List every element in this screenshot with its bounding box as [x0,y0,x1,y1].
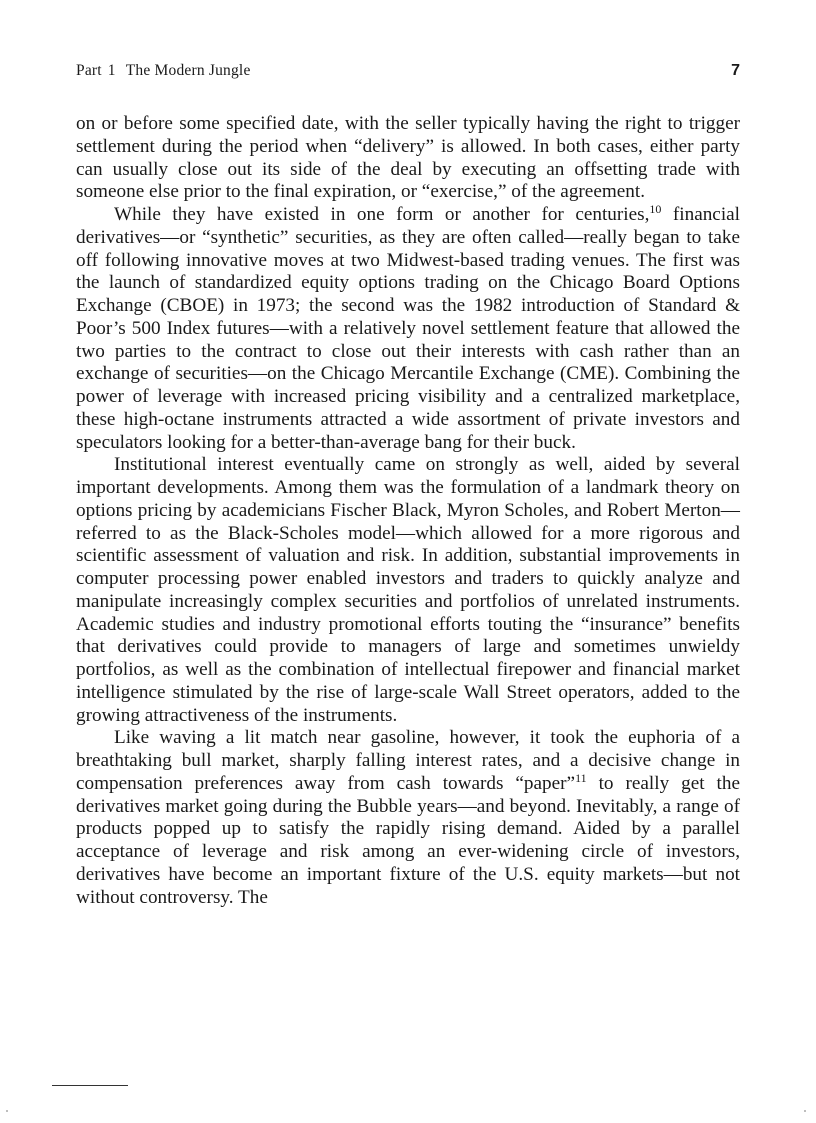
paragraph-4-text-b: to really get the derivatives market going during the Bubble years—and beyond. Inevitably, a range of products popped up to satisfy the rapidly rising demand. Aided by a parallel acceptance of leverage and risk among an ever-widening circle of investors, derivatives have become an important fixture of the U.S. equity markets—but not without controversy. The [76,772,740,908]
footnote-ref-10[interactable]: 10 [649,202,662,216]
running-head [76,60,740,82]
chapter-title: The Modern Jungle [125,62,251,79]
part-label: Part [76,62,102,79]
scan-speck [804,1110,806,1112]
footnote-ref-11[interactable]: 11 [575,770,587,785]
paragraph-1: on or before some specified date, with the seller typically having the right to trigger settlement during the period when “delivery” is allowed. In both cases, either party can usually close out its side of the deal by executing an offsetting trade with someone else prior to the final expiration, or “exercise,” of the agreement. [76,113,740,203]
paragraph-2-text-a: While they have existed in one form or another for centuries, [114,204,650,225]
body-text [76,113,740,909]
scan-speck [6,1110,8,1112]
paragraph-2-text-b: financial derivatives—or “synthetic” securities, as they are often called—really began to take off following innovative moves at two Midwest-based trading venues. The first was the launch of standardized equity options trading on the Chicago Board Options Exchange (CBOE) in 1973; the second was the 1982 introduction of Standard & Poor’s 500 Index futures—with a relatively novel settlement feature that allowed the two parties to the contract to close out their interests with cash rather than an exchange of securities—on the Chicago Mercantile Exchange (CME). Combining the power of leverage with increased pricing visibility and a centralized marketplace, these high-octane instruments attracted a wide assortment of private investors and speculators looking for a better-than-average bang for their buck. [76,204,740,453]
paragraph-2 [76,204,740,454]
paragraph-3: Institutional interest eventually came on strongly as well, aided by several important developments. Among them was the formulation of a landmark theory on options pricing by academicians Fischer Black, Myron Scholes, and Robert Merton—referred to as the Black-Scholes model—which allowed for a more rigorous and scientific assessment of valuation and risk. In addition, substantial improvements in computer processing power enabled investors and traders to quickly analyze and manipulate increasingly complex securities and portfolios of unrelated instruments. Academic studies and industry promotional efforts touting the “insurance” benefits that derivatives could provide to managers of large and sometimes unwieldy portfolios, as well as the combination of intellectual firepower and financial market intelligence stimulated by the rise of large-scale Wall Street operators, added to the growing attractiveness of the instruments. [76,454,740,726]
footnote-separator-rule [52,1085,128,1086]
part-chapter-label [76,60,251,82]
page-number: 7 [731,62,740,79]
paragraph-4-text-a: Like waving a lit match near gasoline, however, it took the euphoria of a breathtaking bull market, sharply falling interest rates, and a decisive change in compensation preferences away from cash towards “paper” [76,727,740,794]
paragraph-4 [76,727,740,909]
part-number: 1 [107,62,116,79]
